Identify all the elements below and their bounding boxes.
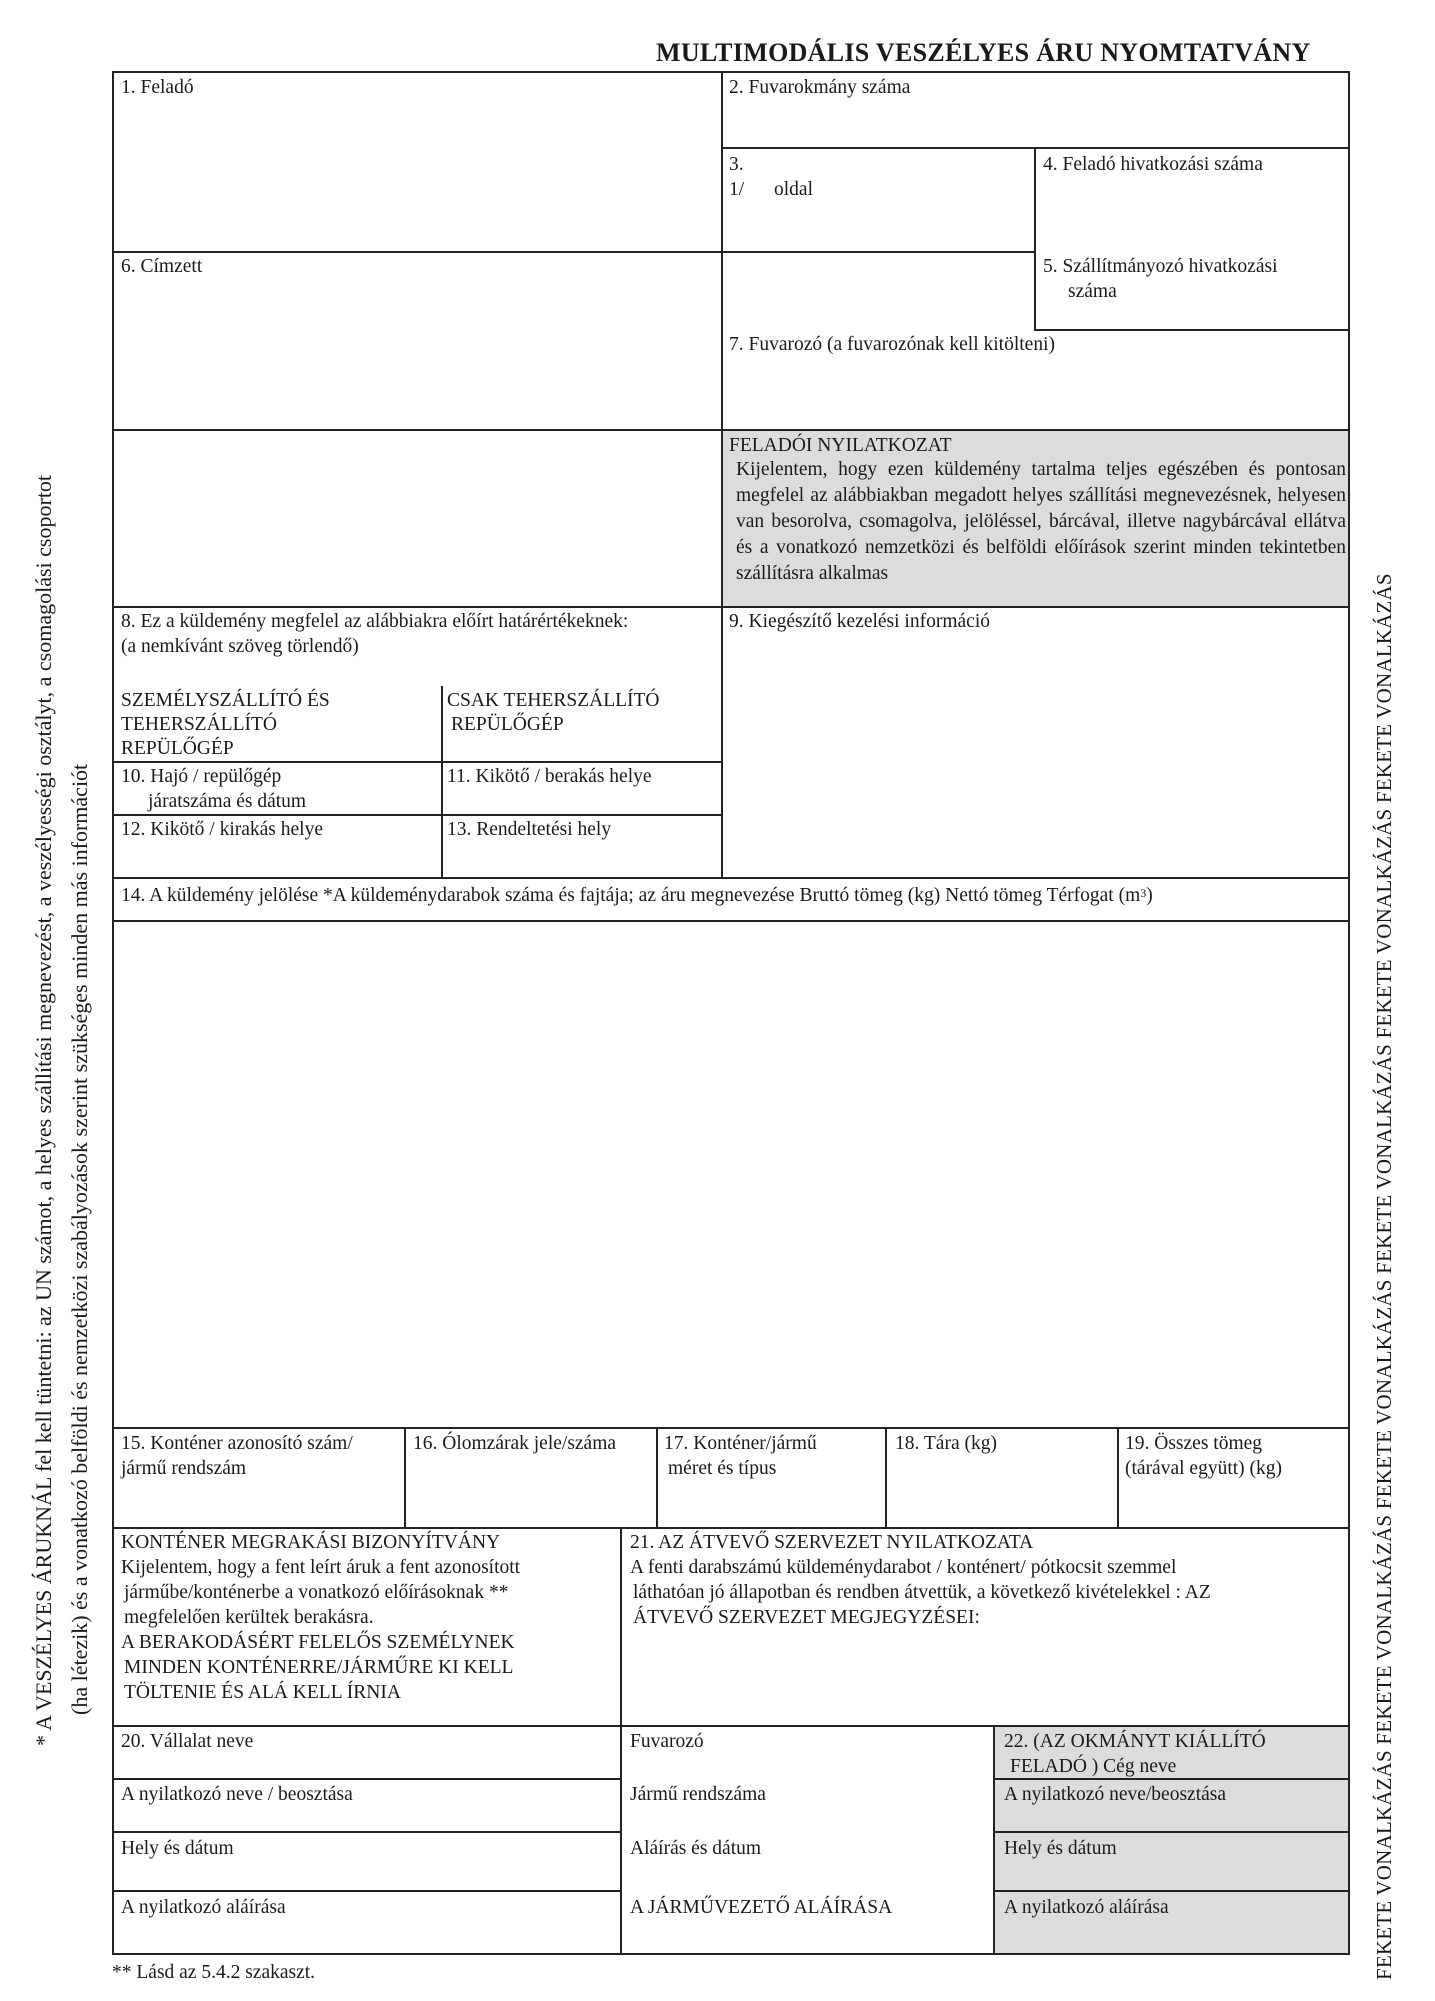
- packing-certificate-line-5: MINDEN KONTÉNERRE/JÁRMŰRE KI KELL: [124, 1657, 514, 1678]
- signature-date: Aláírás és dátum: [630, 1838, 762, 1859]
- field-8-limits: 8. Ez a küldemény megfelel az alábbiakra előírt határértékeknek:: [121, 611, 629, 632]
- field-22-place-date: Hely és dátum: [1004, 1838, 1117, 1859]
- field-3-page-prefix: 1/: [729, 179, 745, 200]
- frame-bottom: [112, 1953, 1350, 1955]
- frame-right: [1348, 71, 1350, 1955]
- field-15-container-id: 15. Konténer azonosító szám/: [121, 1433, 353, 1454]
- left-side-note-2: (ha létezik) és a vonatkozó belföldi és nemzetközi szabályozások szerint szükséges minden más információt: [67, 763, 92, 1715]
- packing-certificate-line-3: megfelelően kerültek berakásra.: [124, 1607, 374, 1628]
- field-10-vessel: 10. Hajó / repülőgép: [121, 766, 282, 787]
- field-14-close: ): [1146, 885, 1153, 906]
- field-21-line-1: A fenti darabszámú küldeménydarabot / konténert/ pótkocsit szemmel: [630, 1557, 1177, 1578]
- footnote: ** Lásd az 5.4.2 szakaszt.: [112, 1962, 316, 1983]
- field-14-header: [121, 883, 1153, 908]
- field-9-handling: 9. Kiegészítő kezelési információ: [729, 611, 990, 632]
- field-18-tare: 18. Tára (kg): [895, 1433, 997, 1454]
- field-15-vehicle-reg: jármű rendszám: [121, 1458, 247, 1479]
- field-8-note: (a nemkívánt szöveg törlendő): [121, 636, 359, 657]
- packing-certificate-line-1: Kijelentem, hogy a fent leírt áruk a fent azonosított: [121, 1557, 521, 1578]
- field-3-page-word: oldal: [774, 179, 813, 200]
- field-14-superscript: 3: [1140, 886, 1147, 900]
- field-14-header-text: 14. A küldemény jelölése *A küldeménydarabok száma és fajtája; az áru megnevezése Bruttó tömeg (kg) Nettó tömeg Térfogat (m: [121, 885, 1141, 906]
- field-22-issuer: 22. (AZ OKMÁNYT KIÁLLÍTÓ: [1004, 1731, 1266, 1752]
- field-16-seal: 16. Ólomzárak jele/száma: [413, 1433, 617, 1454]
- frame-top: [112, 71, 1350, 73]
- field-22-signature: A nyilatkozó aláírása: [1004, 1897, 1169, 1918]
- field-21-line-3: ÁTVEVŐ SZERVEZET MEGJEGYZÉSEI:: [633, 1607, 980, 1628]
- field-19-total-mass-2: (tárával együtt) (kg): [1125, 1458, 1283, 1479]
- cargo-only-aircraft: CSAK TEHERSZÁLLÍTÓ: [447, 690, 660, 711]
- shipper-declaration-title: FELADÓI NYILATKOZAT: [729, 435, 952, 456]
- declarant-name: A nyilatkozó neve / beosztása: [121, 1784, 353, 1805]
- field-5-forwarder-ref-2: száma: [1068, 281, 1117, 302]
- left-side-note-1: * A VESZÉLYES ÁRUKNÁL fel kell tüntetni: az UN számot, a helyes szállítási megnevezést, a veszélyességi osztályt, a csomagolási csoportot: [31, 474, 56, 1746]
- driver-signature: A JÁRMŰVEZETŐ ALÁÍRÁSA: [630, 1897, 893, 1918]
- passenger-cargo-aircraft-3: REPÜLŐGÉP: [121, 738, 234, 759]
- field-4-sender-ref: 4. Feladó hivatkozási száma: [1043, 154, 1263, 175]
- field-12-port-discharge: 12. Kikötő / kirakás helye: [121, 819, 323, 840]
- place-date: Hely és dátum: [121, 1838, 234, 1859]
- field-21-title: 21. AZ ÁTVEVŐ SZERVEZET NYILATKOZATA: [630, 1532, 1034, 1553]
- packing-certificate-line-4: A BERAKODÁSÉRT FELELŐS SZEMÉLYNEK: [121, 1632, 515, 1653]
- form-title: MULTIMODÁLIS VESZÉLYES ÁRU NYOMTATVÁNY: [656, 38, 1311, 67]
- packing-certificate-line-2: járműbe/konténerbe a vonatkozó előírásoknak **: [124, 1582, 509, 1603]
- cargo-only-aircraft-2: REPÜLŐGÉP: [451, 714, 564, 735]
- passenger-cargo-aircraft-2: TEHERSZÁLLÍTÓ: [121, 714, 277, 735]
- field-22-company-name: FELADÓ ) Cég neve: [1010, 1756, 1177, 1777]
- passenger-cargo-aircraft: SZEMÉLYSZÁLLÍTÓ ÉS: [121, 690, 330, 711]
- field-1-sender: 1. Feladó: [121, 77, 194, 98]
- carrier-label: Fuvarozó: [630, 1731, 704, 1752]
- packing-certificate-line-6: TÖLTENIE ÉS ALÁ KELL ÍRNIA: [124, 1682, 401, 1703]
- frame-left: [112, 71, 114, 1955]
- field-17-size-type-2: méret és típus: [668, 1458, 777, 1479]
- field-21-line-2: láthatóan jó állapotban és rendben átvettük, a következő kivételekkel : AZ: [633, 1582, 1211, 1603]
- field-3-number: 3.: [729, 154, 744, 175]
- field-17-size-type: 17. Konténer/jármű: [664, 1433, 817, 1454]
- right-side-barcode-note: FEKETE VONALKÁZÁS FEKETE VONALKÁZÁS FEKETE VONALKÁZÁS FEKETE VONALKÁZÁS FEKETE VONALKÁZÁS FEKETE VONALKÁZÁS: [1372, 573, 1396, 1980]
- packing-certificate-title: KONTÉNER MEGRAKÁSI BIZONYÍTVÁNY: [121, 1532, 501, 1553]
- field-11-port-loading: 11. Kikötő / berakás helye: [447, 766, 652, 787]
- field-19-total-mass: 19. Összes tömeg: [1125, 1433, 1263, 1454]
- field-13-destination: 13. Rendeltetési hely: [447, 819, 612, 840]
- declarant-signature: A nyilatkozó aláírása: [121, 1897, 286, 1918]
- field-6-consignee: 6. Címzett: [121, 256, 203, 277]
- field-22-declarant-name: A nyilatkozó neve/beosztása: [1004, 1784, 1227, 1805]
- field-7-carrier: 7. Fuvarozó (a fuvarozónak kell kitölteni): [729, 334, 1055, 355]
- field-2-transport-doc: 2. Fuvarokmány száma: [729, 77, 911, 98]
- vehicle-registration: Jármű rendszáma: [630, 1784, 766, 1805]
- field-20-company: 20. Vállalat neve: [121, 1731, 254, 1752]
- field-5-forwarder-ref: 5. Szállítmányozó hivatkozási: [1043, 256, 1278, 277]
- shipper-declaration-text: Kijelentem, hogy ezen küldemény tartalma teljes egészében és pontosan megfelel az alábbiakban megadott helyes szállítási megnevezésnek, helyesen van besorolva, csomagolva, jelöléssel, bárcával, illetve nagybárcával ellátva és a vonatkozó nemzetközi és belföldi előírások szerint minden tekintetben szállításra alkalmas: [736, 459, 1346, 584]
- field-10-vessel-2: járatszáma és dátum: [148, 791, 307, 812]
